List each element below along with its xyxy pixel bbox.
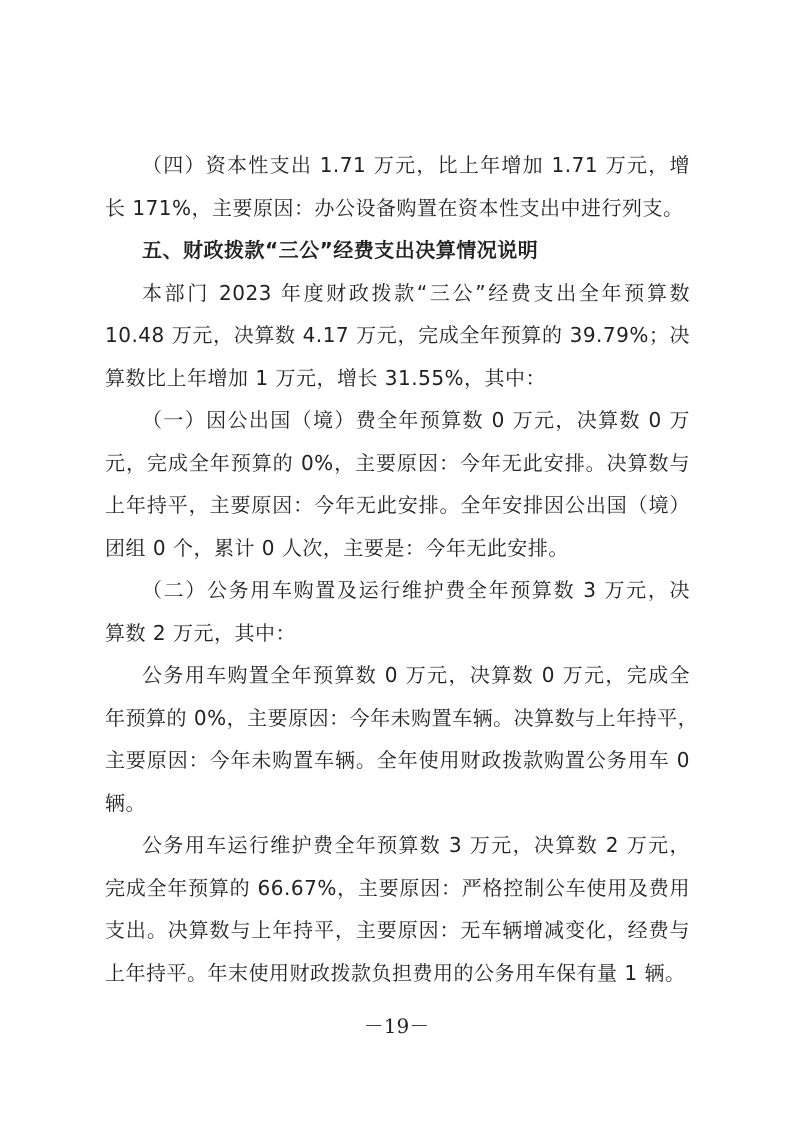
summary-paragraph-line: 本部门 2023 年度财政拨款“三公”经费支出全年预算数: [142, 280, 690, 305]
capital-expenditure-paragraph-line: 长 171%，主要原因：办公设备购置在资本性支出中进行列支。: [105, 195, 684, 220]
vehicle-purchase-paragraph-line: 主要原因：今年未购置车辆。全年使用财政拨款购置公务用车 0: [105, 748, 690, 772]
vehicle-purchase-paragraph-line: 公务用车购置全年预算数 0 万元，决算数 0 万元，完成全: [142, 663, 690, 687]
page-number: －19－: [363, 1014, 430, 1038]
overseas-travel-paragraph-line: （一）因公出国（境）费全年预算数 0 万元，决算数 0 万: [142, 408, 690, 432]
vehicle-purchase-paragraph-line: 年预算的 0%，主要原因：今年未购置车辆。决算数与上年持平，: [105, 705, 699, 730]
overseas-travel-paragraph-line: 上年持平，主要原因：今年无此安排。全年安排因公出国（境）: [105, 493, 690, 517]
vehicle-paragraph-line: 算数 2 万元，其中：: [105, 620, 296, 645]
overseas-travel-paragraph-line: 元，完成全年预算的 0%，主要原因：今年无此安排。决算数与: [105, 450, 690, 475]
vehicle-maintenance-paragraph-line: 上年持平。年末使用财政拨款负担费用的公务用车保有量 1 辆。: [105, 960, 686, 985]
overseas-travel-paragraph-line: 团组 0 个，累计 0 人次，主要是：今年无此安排。: [105, 535, 569, 560]
section-heading-line: 五、财政拨款“三公”经费支出决算情况说明: [142, 238, 539, 262]
vehicle-maintenance-paragraph-line: 完成全年预算的 66.67%，主要原因：严格控制公车使用及费用: [105, 875, 690, 900]
vehicle-maintenance-paragraph-line: 支出。决算数与上年持平，主要原因：无车辆增减变化，经费与: [105, 918, 690, 942]
vehicle-paragraph-line: （二）公务用车购置及运行维护费全年预算数 3 万元，决: [142, 578, 690, 602]
summary-paragraph-line: 算数比上年增加 1 万元，增长 31.55%，其中：: [105, 365, 547, 390]
summary-paragraph-line: 10.48 万元，决算数 4.17 万元，完成全年预算的 39.79%；决: [105, 323, 690, 347]
vehicle-maintenance-paragraph-line: 公务用车运行维护费全年预算数 3 万元，决算数 2 万元，: [142, 833, 690, 857]
vehicle-purchase-paragraph-line: 辆。: [105, 790, 146, 815]
capital-expenditure-paragraph-line: （四）资本性支出 1.71 万元，比上年增加 1.71 万元，增: [142, 153, 690, 177]
